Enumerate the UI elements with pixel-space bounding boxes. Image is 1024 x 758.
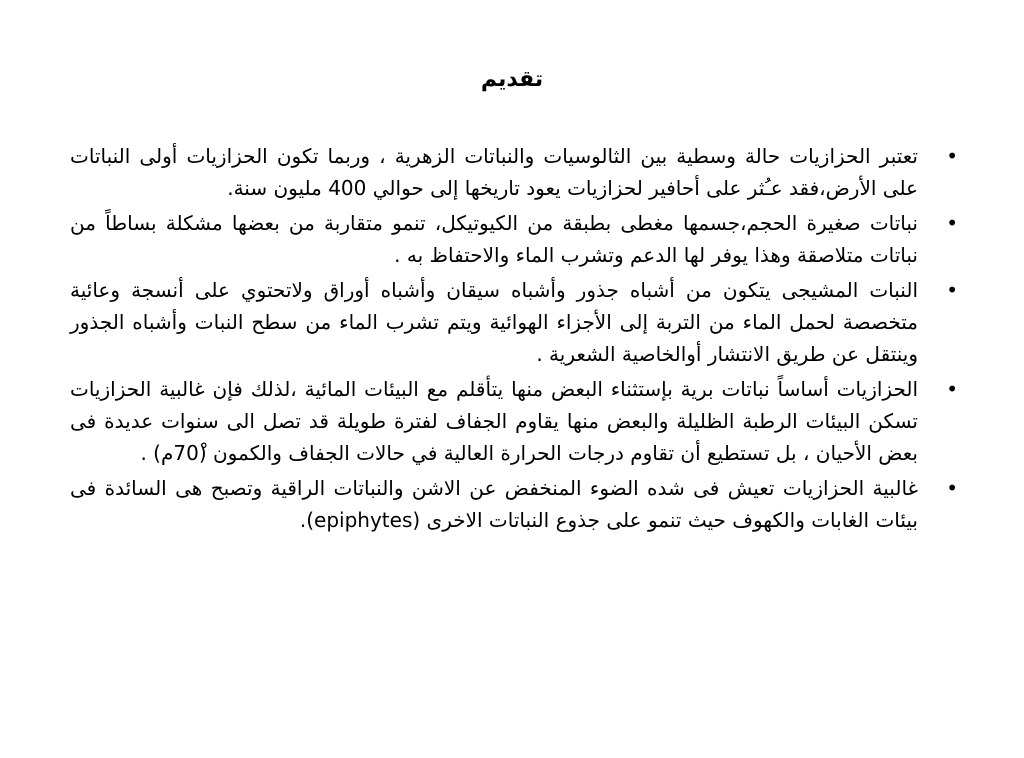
bullet-text: نباتات صغيرة الحجم،جسمها مغطى بطبقة من الكيوتيكل، تنمو متقاربة من بعضها مشكلة بساطاً من نباتات متلاصقة وهذا يوفر لها الدعم وتشرب الماء والاحتفاظ به . xyxy=(70,211,918,267)
bullet-item-3 xyxy=(70,274,960,370)
bullet-item-4 xyxy=(70,373,960,469)
bullet-text: تعتبر الحزازيات حالة وسطية بين الثالوسيات والنباتات الزهرية ، وربما تكون الحزازيات أولى النباتات على الأرض،فقد عـُثر على أحافير لحزازيات يعود تاريخها إلى حوالي 400 مليون سنة. xyxy=(70,144,918,200)
bullet-item-1 xyxy=(70,140,960,204)
bullet-item-5 xyxy=(70,472,960,536)
bullet-icon: • xyxy=(946,377,958,401)
bullet-icon: • xyxy=(946,476,958,500)
bullet-text: غالبية الحزازيات تعيش فى شده الضوء المنخفض عن الاشن والنباتات الراقية وتصبح هى السائدة فى بيئات الغابات والكهوف حيث تنمو على جذوع النباتات الاخرى (epiphytes). xyxy=(70,476,918,532)
bullet-icon: • xyxy=(946,144,958,168)
slide-content xyxy=(70,140,960,539)
bullet-item-2 xyxy=(70,207,960,271)
bullet-list xyxy=(70,140,960,536)
bullet-text: الحزازيات أساساً نباتات برية بإستثناء البعض منها يتأقلم مع البيئات المائية ،لذلك فإن غالبية الحزازيات تسكن البيئات الرطبة الظليلة والبعض منها يقاوم الجفاف لفترة طويلة قد تصل الى سنوات عديدة فى بعض الأحيان ، بل تستطيع أن تقاوم درجات الحرارة العالية في حالات الجفاف والكمون (70ْم) . xyxy=(70,377,918,465)
bullet-icon: • xyxy=(946,211,958,235)
bullet-text: النبات المشيجى يتكون من أشباه جذور وأشباه سيقان وأشباه أوراق ولاتحتوي على أنسجة وعائية متخصصة لحمل الماء من التربة إلى الأجزاء الهوائية ويتم تشرب الماء من سطح النبات وأشباه الجذور وينتقل عن طريق الانتشار أوالخاصية الشعرية . xyxy=(70,278,918,366)
slide-title: تقديم xyxy=(480,67,544,92)
bullet-icon: • xyxy=(946,278,958,302)
